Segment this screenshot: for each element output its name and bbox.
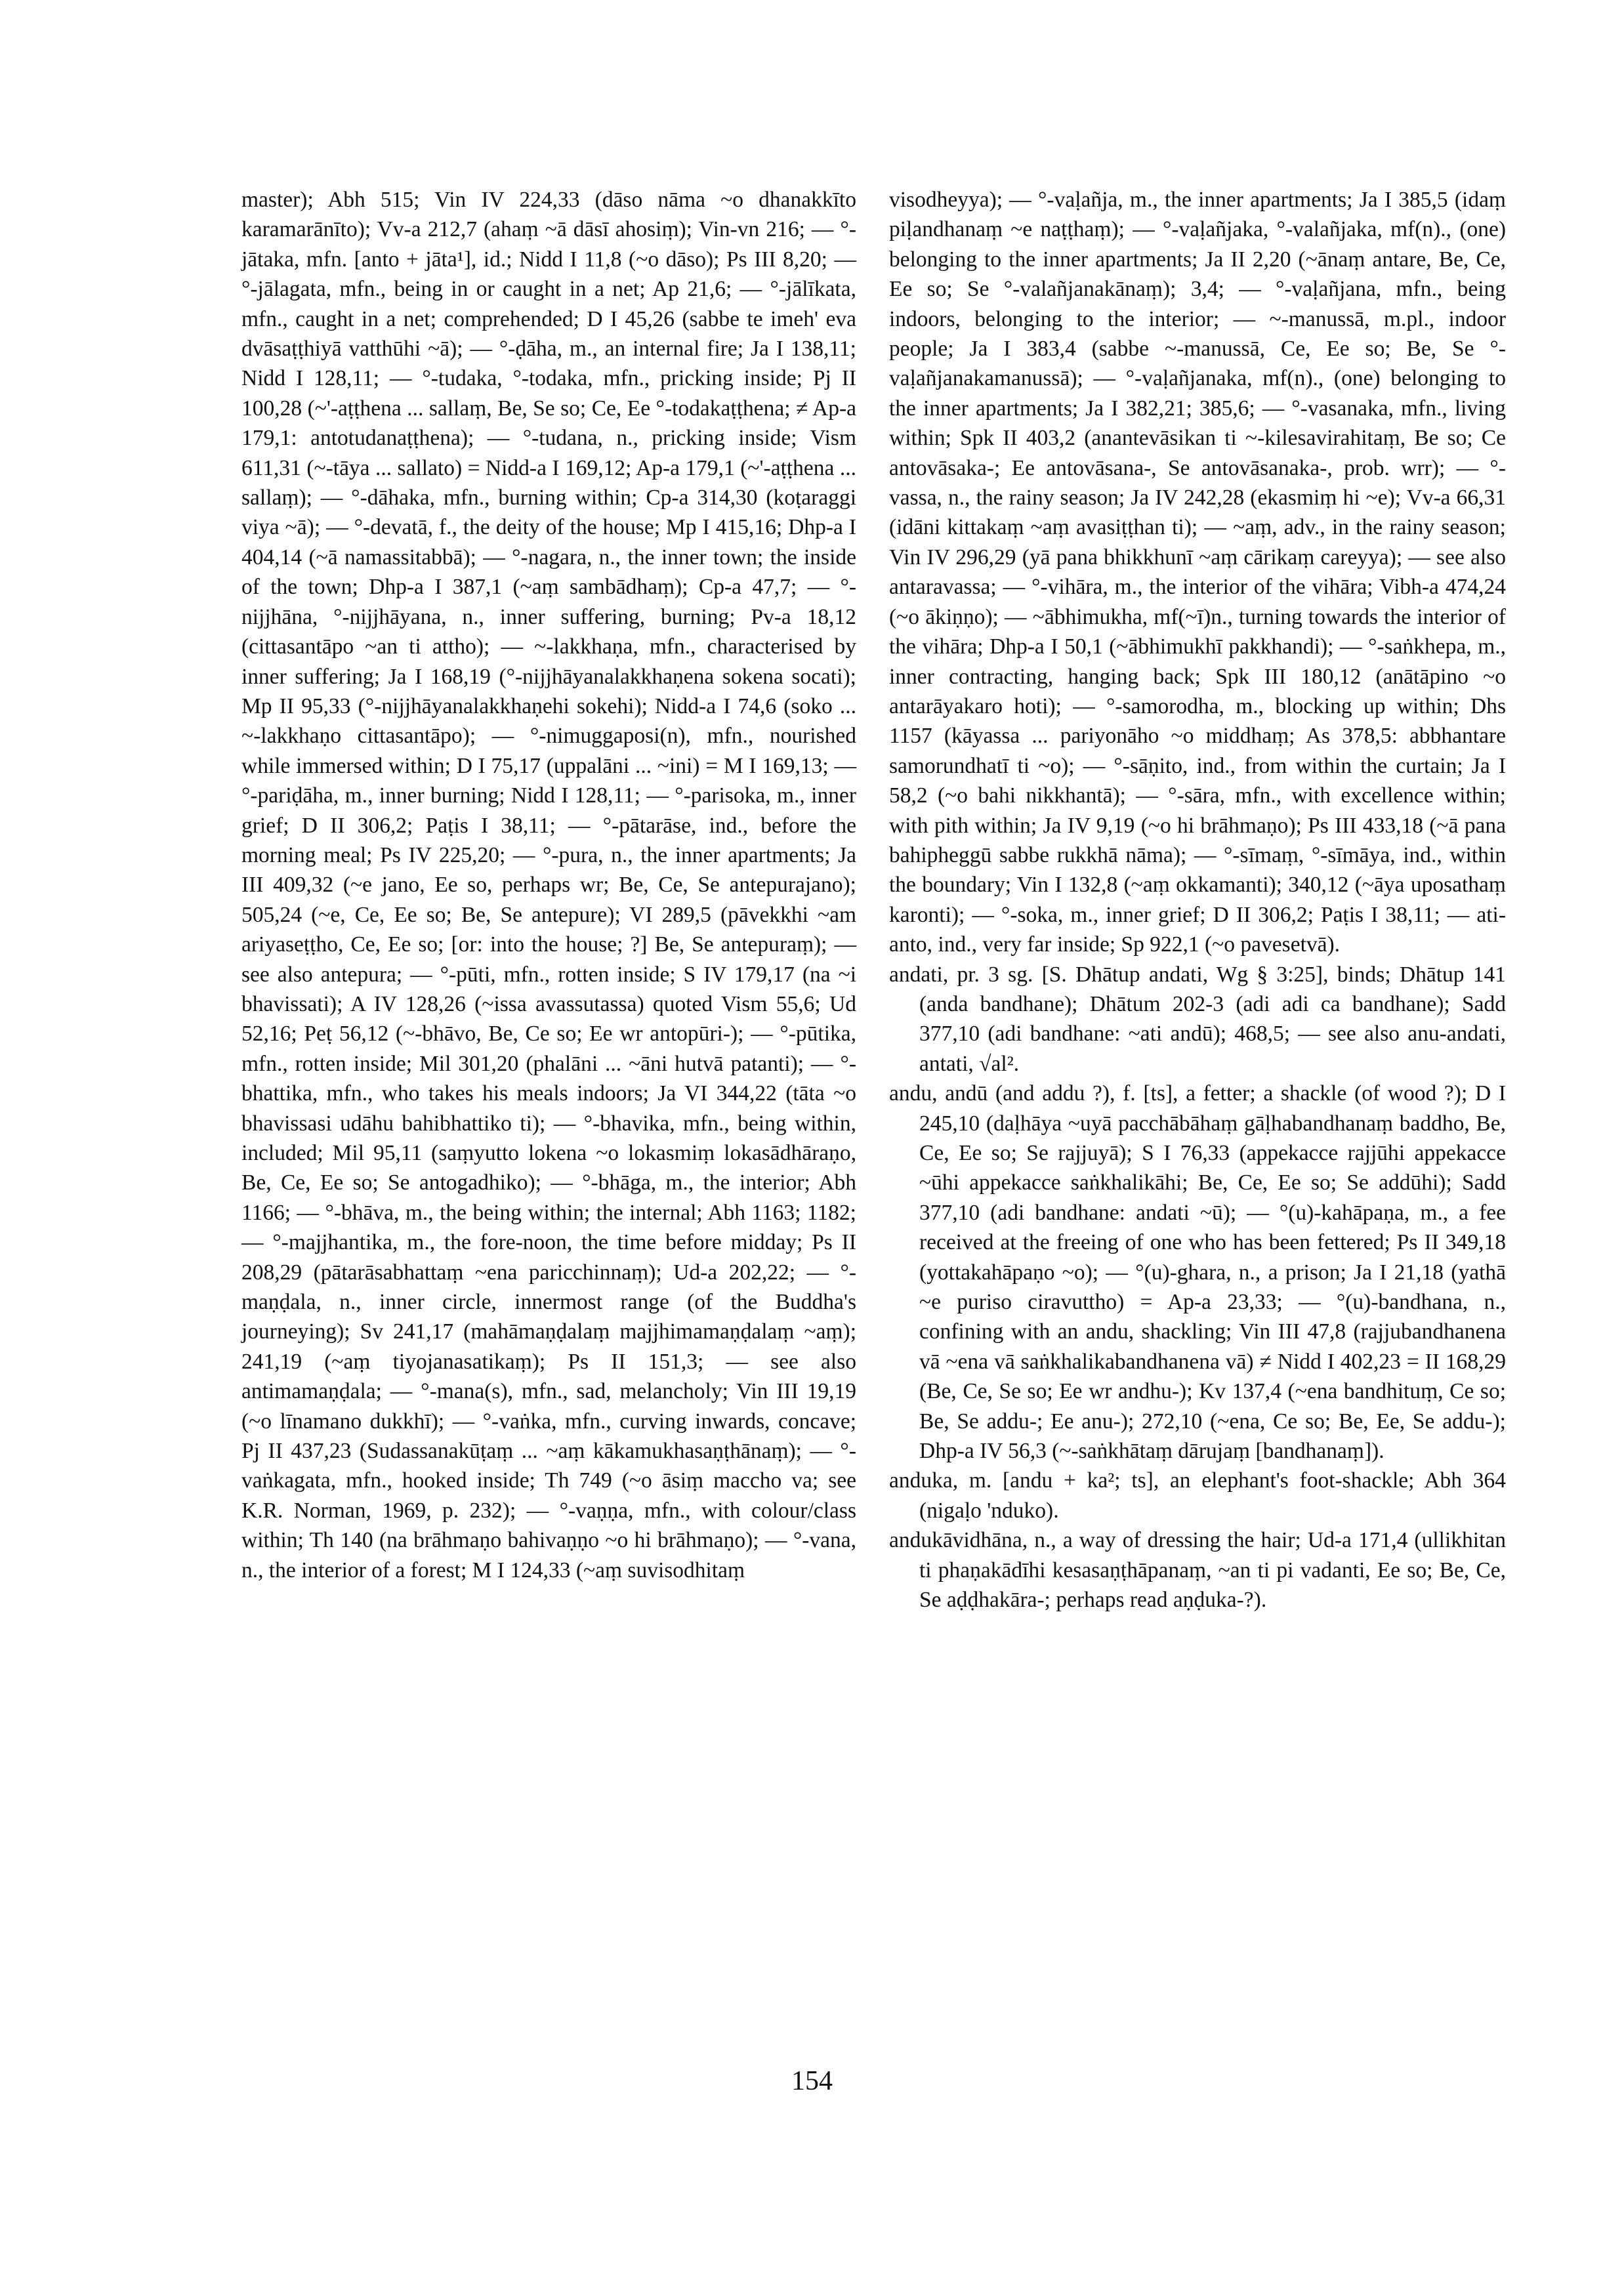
right-column xyxy=(889,185,1506,1615)
entry-andati: andati, pr. 3 sg. [S. Dhātup andati, Wg § 3:25], binds; Dhātup 141 (anda bandhane); Dhātum 202-3 (adi adi ca bandhane); Sadd 377,10 (adi bandhane: ~ati andū); 468,5; — see also anu-andati, antati, √al². xyxy=(889,962,1506,1076)
page-number: 154 xyxy=(791,2066,833,2096)
left-column xyxy=(241,185,856,1585)
left-column-text: master); Abh 515; Vin IV 224,33 (dāso nāma ~o dhanakkīto karamarānīto); Vv-a 212,7 (ahaṃ ~ā dāsī ahosiṃ); Vin-vn 216; — °-jātaka, mfn. [anto + jāta¹], id.; Nidd I 11,8 (~o dāso); Ps III 8,20; — °-jālagata, mfn., being in or caught in a net; Ap 21,6; — °-jālīkata, mfn., caught in a net; comprehended; D I 45,26 (sabbe te imeh' eva dvāsaṭṭhiyā vatthūhi ~ā); — °-ḍāha, m., an internal fire; Ja I 138,11; Nidd I 128,11; — °-tudaka, °-todaka, mfn., pricking inside; Pj II 100,28 (~'-aṭṭhena ... sallaṃ, Be, Se so; Ce, Ee °-todakaṭṭhena; ≠ Ap-a 179,1: antotudanaṭṭhena); — °-tudana, n., pricking inside; Vism 611,31 (~-tāya ... sallato) = Nidd-a I 169,12; Ap-a 179,1 (~'-aṭṭhena ... sallaṃ); — °-dāhaka, mfn., burning within; Cp-a 314,30 (koṭaraggi viya ~ā); — °-devatā, f., the deity of the house; Mp I 415,16; Dhp-a I 404,14 (~ā namassitabbā); — °-nagara, n., the inner town; the inside of the town; Dhp-a I 387,1 (~aṃ sambādhaṃ); Cp-a 47,7; — °-nijjhāna, °-nijjhāyana, n., inner suffering, burning; Pv-a 18,12 (cittasantāpo ~an ti attho); — ~-lakkhaṇa, mfn., characterised by inner suffering; Ja I 168,19 (°-nijjhāyanalakkhaṇena sokena socati); Mp II 95,33 (°-nijjhāyanalakkhaṇehi sokehi); Nidd-a I 74,6 (soko ... ~-lakkhaṇo cittasantāpo); — °-nimuggaposi(n), mfn., nourished while immersed within; D I 75,17 (uppalāni ... ~ini) = M I 169,13; — °-pariḍāha, m., inner burning; Nidd I 128,11; — °-parisoka, m., inner grief; D II 306,2; Paṭis I 38,11; — °-pātarāse, ind., before the morning meal; Ps IV 225,20; — °-pura, n., the inner apartments; Ja III 409,32 (~e jano, Ee so, perhaps wr; Be, Ce, Se antepurajano); 505,24 (~e, Ce, Ee so; Be, Se antepure); VI 289,5 (pāvekkhi ~am ariyaseṭṭho, Ce, Ee so; [or: into the house; ?] Be, Se antepuraṃ); — see also antepura; — °-pūti, mfn., rotten inside; S IV 179,17 (na ~i bhavissati); A IV 128,26 (~issa avassutassa) quoted Vism 55,6; Ud 52,16; Peṭ 56,12 (~-bhāvo, Be, Ce so; Ee wr antopūri-); — °-pūtika, mfn., rotten inside; Mil 301,20 (phalāni ... ~āni hutvā patanti); — °-bhattika, mfn., who takes his meals indoors; Ja VI 344,22 (tāta ~o bhavissasi udāhu bahibhattiko ti); — °-bhavika, mfn., being within, included; Mil 95,11 (saṃyutto lokena ~o lokasmiṃ lokasādhāraṇo, Be, Ce, Ee so; Se antogadhiko); — °-bhāga, m., the interior; Abh 1166; — °-bhāva, m., the being within; the internal; Abh 1163; 1182; — °-majjhantika, m., the fore-noon, the time before midday; Ps II 208,29 (pātarāsabhattaṃ ~ena paricchinnaṃ); Ud-a 202,22; — °-maṇḍala, n., inner circle, innermost range (of the Buddha's journeying); Sv 241,17 (mahāmaṇḍalaṃ majjhimamaṇḍalaṃ ~aṃ); 241,19 (~aṃ tiyojanasatikaṃ); Ps II 151,3; — see also antimamaṇḍala; — °-mana(s), mfn., sad, melancholy; Vin III 19,19 (~o līnamano dukkhī); — °-vaṅka, mfn., curving inwards, concave; Pj II 437,23 (Sudassanakūṭaṃ ... ~aṃ kākamukhasaṇṭhānaṃ); — °-vaṅkagata, mfn., hooked inside; Th 749 (~o āsiṃ maccho va; see K.R. Norman, 1969, p. 232); — °-vaṇṇa, mfn., with colour/class within; Th 140 (na brāhmaṇo bahivaṇṇo ~o hi brāhmaṇo); — °-vana, n., the interior of a forest; M I 124,33 (~aṃ suvisodhitaṃ xyxy=(241,188,856,1582)
entry-anto-continuation: visodheyya); — °-vaḷañja, m., the inner apartments; Ja I 385,5 (idaṃ piḷandhanaṃ ~e naṭṭhaṃ); — °-vaḷañjaka, °-valañjaka, mf(n)., (one) belonging to the inner apartments; Ja II 2,20 (~ānaṃ antare, Be, Ce, Ee so; Se °-valañjanakānaṃ); 3,4; — °-vaḷañjana, mfn., being indoors, belonging to the interior; — ~-manussā, m.pl., indoor people; Ja I 383,4 (sabbe ~-manussā, Ce, Ee so; Be, Se °-vaḷañjanakamanussā); — °-vaḷañjanaka, mf(n)., (one) belonging to the inner apartments; Ja I 382,21; 385,6; — °-vasanaka, mfn., living within; Spk II 403,2 (anantevāsikan ti ~-kilesavirahitaṃ, Be so; Ce antovāsaka-; Ee antovāsana-, Se antovāsanaka-, prob. wrr); — °-vassa, n., the rainy season; Ja IV 242,28 (ekasmiṃ hi ~e); Vv-a 66,31 (idāni kittakaṃ ~aṃ avasiṭṭhan ti); — ~aṃ, adv., in the rainy season; Vin IV 296,29 (yā pana bhikkhunī ~aṃ cārikaṃ careyya); — see also antaravassa; — °-vihāra, m., the interior of the vihāra; Vibh-a 474,24 (~o ākiṇṇo); — ~ābhimukha, mf(~ī)n., turning towards the interior of the vihāra; Dhp-a I 50,1 (~ābhimukhī pakkhandi); — °-saṅkhepa, m., inner contracting, hanging back; Spk III 180,12 (anātāpino ~o antarāyakaro hoti); — °-samorodha, m., blocking up within; Dhs 1157 (kāyassa ... pariyonāho ~o middhaṃ; As 378,5: abbhantare samorundhatī ti ~o); — °-sāṇito, ind., from within the curtain; Ja I 58,2 (~o bahi nikkhantā); — °-sāra, mfn., with excellence within; with pith within; Ja IV 9,19 (~o hi brāhmaṇo); Ps III 433,18 (~ā pana bahipheggū sabbe rukkhā nāma); — °-sīmaṃ, °-sīmāya, ind., within the boundary; Vin I 132,8 (~aṃ okkamanti); 340,12 (~āya uposathaṃ karonti); — °-soka, m., inner grief; D II 306,2; Paṭis I 38,11; — ati-anto, ind., very far inside; Sp 922,1 (~o pavesetvā). xyxy=(889,188,1506,957)
entry-anduka: anduka, m. [andu + ka²; ts], an elephant's foot-shackle; Abh 364 (nigaḷo 'nduko). xyxy=(889,1468,1506,1523)
entry-andukavidhana: andukāvidhāna, n., a way of dressing the hair; Ud-a 171,4 (ullikhitan ti phaṇakādīhi kesasaṇṭhāpanaṃ, ~an ti pi vadanti, Ee so; Be, Ce, Se aḍḍhakāra-; perhaps read aṇḍuka-?). xyxy=(889,1528,1506,1613)
entry-andu: andu, andū (and addu ?), f. [ts], a fetter; a shackle (of wood ?); D I 245,10 (daḷhāya ~uyā pacchābāhaṃ gāḷhabandhanaṃ baddho, Be, Ce, Ee so; Se rajjuyā); S I 76,33 (appekacce rajjūhi appekacce ~ūhi appekacce saṅkhalikāhi; Be, Ce, Ee so; Se addūhi); Sadd 377,10 (adi bandhane: andati ~ū); — °(u)-kahāpaṇa, m., a fee received at the freeing of one who has been fettered; Ps II 349,18 (yottakahāpaṇo ~o); — °(u)-ghara, n., a prison; Ja I 21,18 (yathā ~e puriso ciravuttho) = Ap-a 23,33; — °(u)-bandhana, n., confining with an andu, shackling; Vin III 47,8 (rajjubandhanena vā ~ena vā saṅkhalikabandhanena vā) ≠ Nidd I 402,23 = II 168,29 (Be, Ce, Se so; Ee wr andhu-); Kv 137,4 (~ena bandhituṃ, Ce so; Be, Se addu-; Ee anu-); 272,10 (~ena, Ce so; Be, Ee, Se addu-); Dhp-a IV 56,3 (~-saṅkhātaṃ dārujaṃ [bandhanaṃ]). xyxy=(889,1081,1506,1464)
